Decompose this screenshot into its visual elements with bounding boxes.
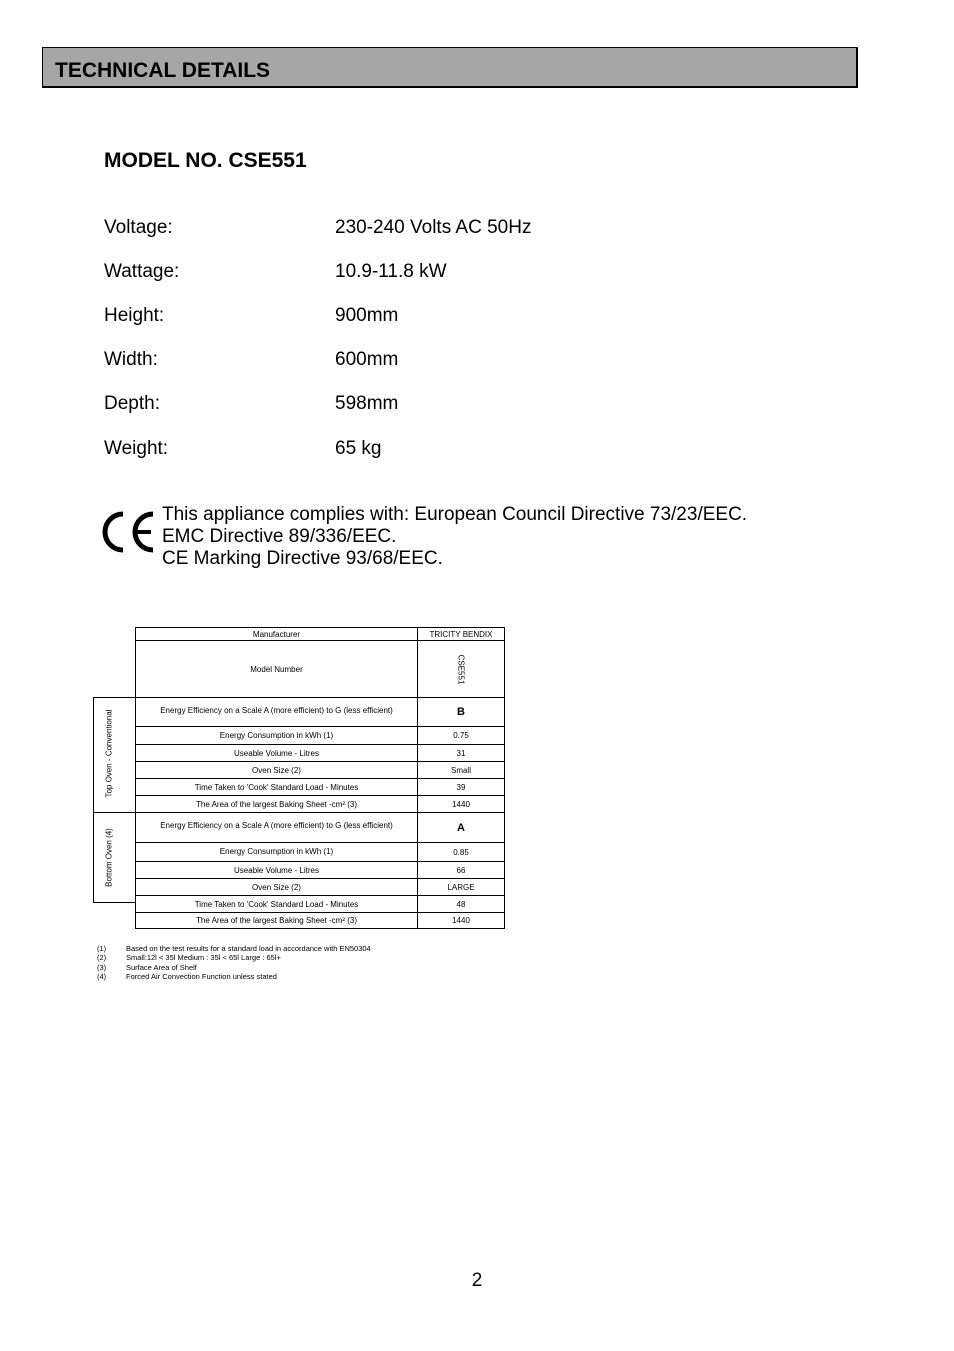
bottom-oven-row-value: A [457,821,465,834]
top-oven-row-value: Small [450,765,471,775]
spec-value: 65 kg [335,438,382,459]
footnote-text: Surface Area of Shelf [126,962,197,972]
top-oven-row-value: 39 [456,782,466,792]
top-oven-row-label: Energy Efficiency on a Scale A (more efficient) to G (less efficient) [160,705,393,715]
bottom-oven-section-label: Bottom Oven (4) [104,828,114,887]
top-oven-row-label: The Area of the largest Baking Sheet -cm² (3) [196,799,357,809]
top-oven-row-label: Time Taken to 'Cook' Standard Load - Minutes [194,782,359,792]
footnote-number: (3) [97,962,107,972]
bottom-oven-row-label: Energy Consumption in kWh (1) [219,847,334,856]
footnote-number: (1) [97,944,107,953]
footnote-text: Forced Air Convection Function unless stated [126,971,277,981]
footnote-number: (2) [97,953,107,963]
spec-value: 900mm [335,305,399,326]
bottom-oven-row-value: 48 [456,899,466,909]
bottom-oven-row-value: 66 [456,865,466,875]
model-number-label: Model Number [250,664,303,674]
spec-label: Wattage: [104,261,180,282]
top-oven-row-label: Useable Volume - Litres [234,748,319,758]
top-oven-row-value: 0.75 [453,731,469,740]
top-oven-row-value: B [457,706,465,718]
spec-value: 10.9-11.8 kW [335,261,447,282]
compliance-line: EMC Directive 89/336/EEC. [162,526,397,547]
spec-value: 230-240 Volts AC 50Hz [335,217,532,238]
manufacturer-value: TRICITY BENDIX [429,629,493,639]
footnote-text: Based on the test results for a standard load in accordance with EN50304 [126,944,371,953]
bottom-oven-row-value: 1440 [452,916,470,925]
bottom-oven-row-label: Time Taken to 'Cook' Standard Load - Minutes [194,899,359,909]
bottom-oven-row-value: 0.85 [453,847,469,857]
top-oven-row-label: Oven Size (2) [252,765,301,775]
compliance-text [162,504,747,570]
ce-mark-icon [101,510,157,554]
bottom-oven-row-label: Useable Volume - Litres [234,865,319,875]
bottom-oven-row-label: Oven Size (2) [252,882,301,892]
compliance-line: CE Marking Directive 93/68/EEC. [162,548,443,569]
spec-label: Depth: [104,393,160,414]
top-oven-section-label: Top Oven - Conventional [104,709,114,798]
top-oven-row-label: Energy Consumption in kWh (1) [219,731,334,740]
page-number: 2 [471,1270,483,1291]
model-number-cell [418,641,504,697]
compliance-line: This appliance complies with: European Council Directive 73/23/EEC. [162,504,748,525]
top-oven-row-value: 31 [456,748,466,758]
bottom-oven-row-label: Energy Efficiency on a Scale A (more efficient) to G (less efficient) [160,820,393,830]
bottom-oven-row-label: The Area of the largest Baking Sheet -cm² (3) [196,916,357,925]
top-oven-row-value: 1440 [452,799,470,809]
spec-label: Weight: [104,438,169,459]
spec-value: 598mm [335,393,399,414]
footnote-text: Small:12l < 35l Medium : 35l < 65l Large : 65l+ [126,953,281,963]
spec-label: Width: [104,349,158,370]
model-title: MODEL NO. CSE551 [104,149,307,172]
spec-label: Voltage: [104,217,173,238]
manufacturer-label: Manufacturer [252,629,301,639]
footnote-number: (4) [97,971,107,981]
spec-label: Height: [104,305,165,326]
spec-value: 600mm [335,349,399,370]
section-header-bar [42,47,858,88]
section-title: TECHNICAL DETAILS [55,59,271,82]
bottom-oven-row-value: LARGE [447,882,475,892]
model-number-value: CSE551 [456,654,466,684]
